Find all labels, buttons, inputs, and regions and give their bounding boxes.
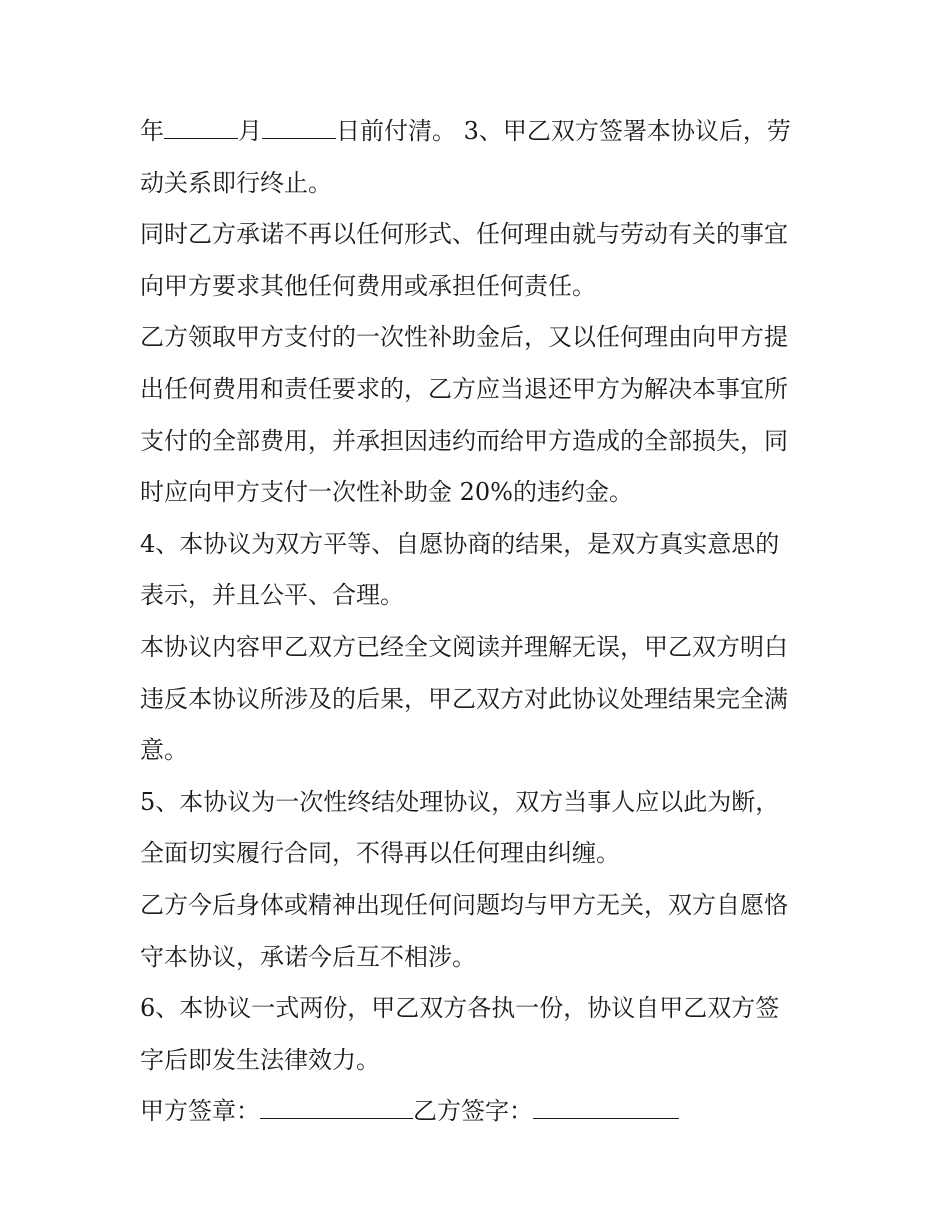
text-line: 违反本协议所涉及的后果，甲乙双方对此协议处理结果完全满	[140, 684, 788, 713]
text-line: 字后即发生法律效力。	[140, 1045, 380, 1074]
text-segment: 年	[140, 117, 164, 145]
text-line: 本协议内容甲乙双方已经全文阅读并理解无误，甲乙双方明白	[140, 632, 788, 661]
text-line: 4、本协议为双方平等、自愿协商的结果，是双方真实意思的	[140, 529, 780, 558]
signature-line	[140, 1086, 820, 1138]
text-segment: 日前付清。 3、甲乙双方签署本协议后，劳	[336, 117, 791, 145]
text-segment: 月	[238, 117, 262, 145]
fill-in-blank-day	[262, 116, 336, 139]
text-line: 意。	[140, 736, 188, 765]
text-line: 出任何费用和责任要求的，乙方应当退还甲方为解决本事宜所	[140, 374, 788, 403]
text-line: 向甲方要求其他任何费用或承担任何责任。	[140, 271, 596, 300]
text-line: 乙方今后身体或精神出现任何问题均与甲方无关，双方自愿恪	[140, 890, 788, 919]
document-body	[140, 106, 820, 1138]
party-a-signature-field[interactable]	[260, 1096, 413, 1119]
text-line: 表示，并且公平、合理。	[140, 581, 404, 610]
text-line: 时应向甲方支付一次性补助金 20%的违约金。	[140, 478, 633, 507]
text-line: 支付的全部费用，并承担因违约而给甲方造成的全部损失，同	[140, 426, 788, 455]
text-line: 守本协议，承诺今后互不相涉。	[140, 942, 476, 971]
text-line: 乙方领取甲方支付的一次性补助金后，又以任何理由向甲方提	[140, 323, 788, 352]
text-line: 5、本协议为一次性终结处理协议，双方当事人应以此为断，	[140, 787, 780, 816]
text-line: 同时乙方承诺不再以任何形式、任何理由就与劳动有关的事宜	[140, 220, 788, 249]
fill-in-blank-month	[164, 116, 238, 139]
party-b-signature-field[interactable]	[533, 1096, 679, 1119]
text-line: 动关系即行终止。	[140, 168, 332, 197]
text-line	[140, 106, 820, 158]
party-b-signature-label: 乙方签字：	[413, 1097, 533, 1126]
text-line: 6、本协议一式两份，甲乙双方各执一份，协议自甲乙双方签	[140, 994, 780, 1023]
party-a-signature-label: 甲方签章：	[140, 1097, 260, 1126]
text-line: 全面切实履行合同，不得再以任何理由纠缠。	[140, 839, 620, 868]
